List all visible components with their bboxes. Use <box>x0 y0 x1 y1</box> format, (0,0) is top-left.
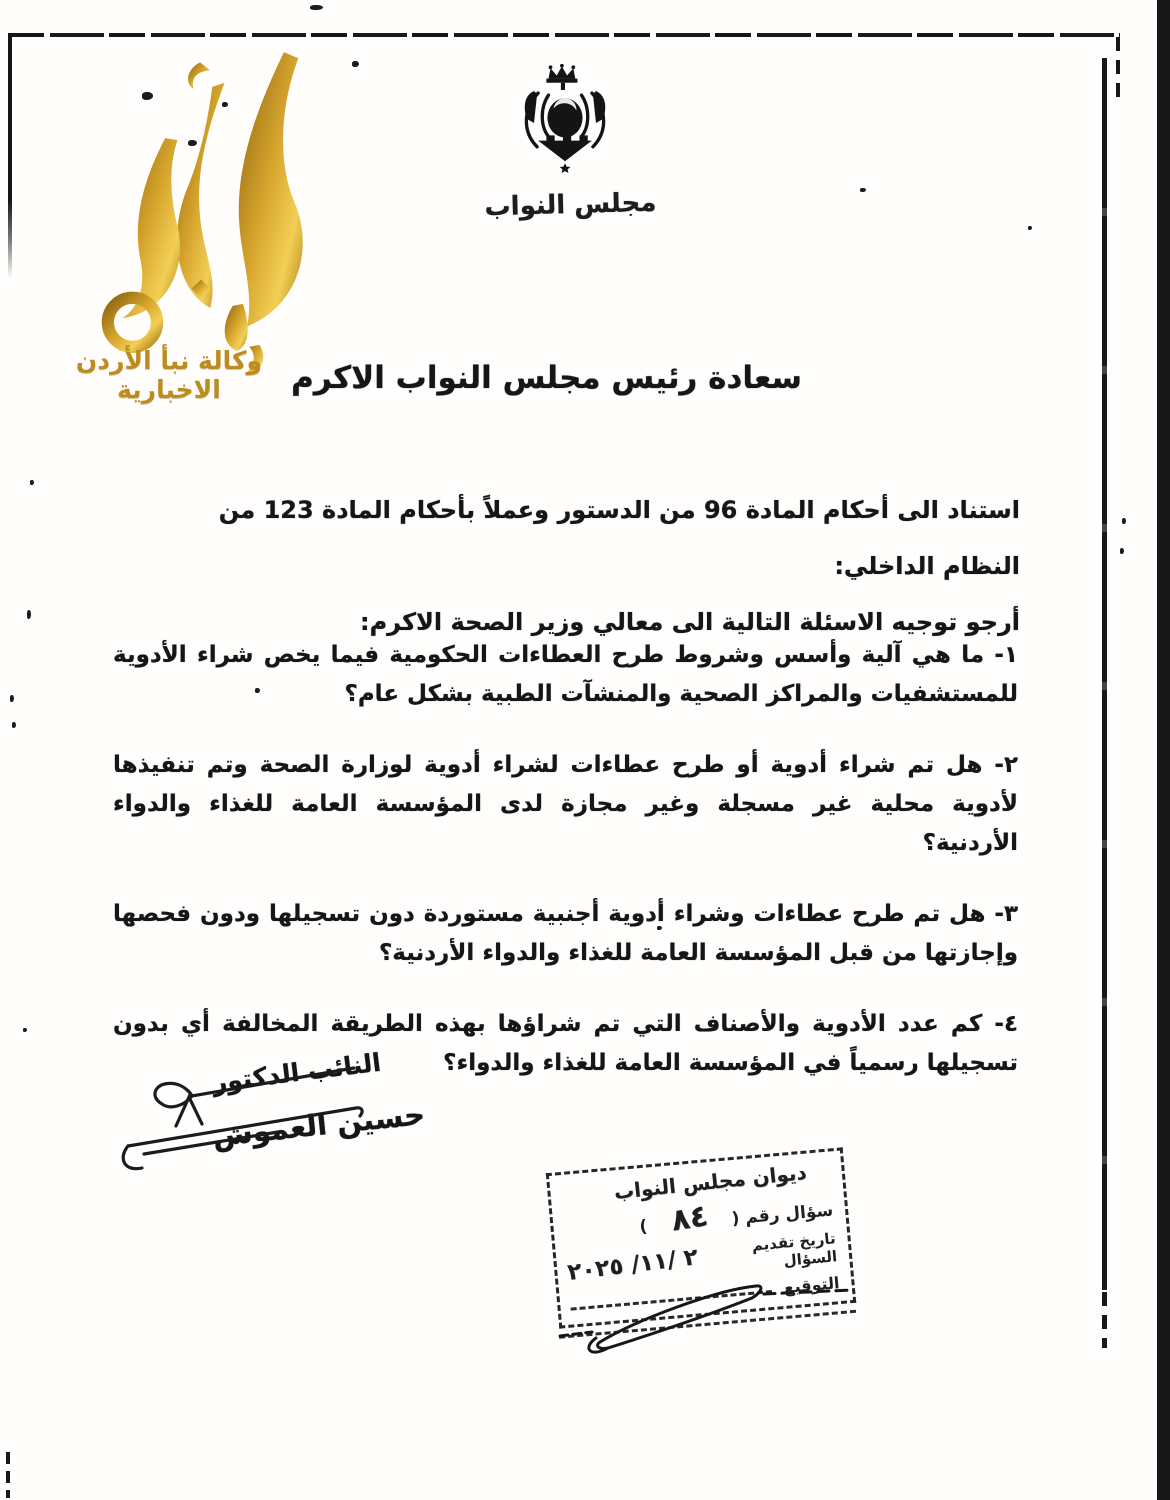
intro-line-request: أرجو توجيه الاسئلة التالية الى معالي وزير الصحة الاكرم: <box>359 608 1020 636</box>
scan-border-right-dashes <box>1102 1292 1107 1348</box>
scan-noise-speck <box>310 5 323 10</box>
stamp-signature-label: التوقيع <box>782 1273 841 1297</box>
scan-border-left-bottom <box>6 1452 10 1498</box>
questions-list <box>113 636 1018 1115</box>
scan-noise-speck <box>1028 226 1032 230</box>
signer-title: النائب الدكتور <box>210 1047 383 1098</box>
scan-border-left <box>8 33 12 278</box>
stamp-date-value: ٢ /١١/ ٢٠٢٥ <box>566 1244 700 1286</box>
scan-noise-speck <box>27 610 31 619</box>
question-4: ٤- كم عدد الأدوية والأصناف التي تم شراؤها بهذه الطريقة المخالفة أي بدون تسجيلها رسمياً في المؤسسة العامة للغذاء والدواء؟ <box>113 1011 1018 1076</box>
intro-paragraph <box>140 482 1020 650</box>
question-2: ٢- هل تم شراء أدوية أو طرح عطاءات لشراء أدوية لوزارة الصحة وتم تنفيذها لأدوية محلية غير مسجلة وغير مجازة لدى المؤسسة العامة للغذاء والدواء الأردنية؟ <box>113 752 1018 856</box>
stamp-bottom-line <box>559 1310 856 1339</box>
scan-noise-speck <box>12 722 16 728</box>
scan-noise-speck <box>1122 518 1126 524</box>
scan-noise-speck <box>30 480 34 485</box>
stamp-question-number-value: ٨٤ <box>668 1198 710 1239</box>
parliament-name: مجلس النواب <box>484 187 657 223</box>
stamp-box <box>546 1147 856 1328</box>
scan-noise-speck <box>23 1028 27 1032</box>
news-agency-flame-logo <box>35 48 365 396</box>
scan-noise-speck <box>1120 548 1124 554</box>
scan-noise-speck <box>10 695 14 702</box>
scan-border-right <box>1102 58 1107 1290</box>
stamp-question-number-close: ) <box>638 1216 649 1237</box>
salutation-heading: سعادة رئيس مجلس النواب الاكرم <box>291 360 802 396</box>
intro-line-legal-basis: استناد الى أحكام المادة 96 من الدستور وعملاً بأحكام المادة 123 من النظام الداخلي: <box>218 496 1020 580</box>
stamp-signature-line <box>571 1290 772 1311</box>
scan-border-top <box>8 33 1120 37</box>
scan-edge-bar <box>1157 0 1170 1500</box>
stamp-question-number-label: سؤال رقم ( <box>730 1199 834 1229</box>
stamp-date-label: تاريخ تقديم السؤال <box>751 1229 838 1270</box>
news-agency-caption: وكالة نبأ الأردن الاخبارية <box>75 346 263 404</box>
question-3: ٣- هل تم طرح عطاءات وشراء أدوية أجنبية مستوردة دون تسجيلها ودون فحصها وإجازتها من قبل المؤسسة العامة للغذاء والدواء الأردنية؟ <box>113 901 1018 966</box>
question-1: ١- ما هي آلية وأسس وشروط طرح العطاءات الحكومية فيما يخص شراء الأدوية للمستشفيات والمراكز الصحية والمنشآت الطبية بشكل عام؟ <box>113 642 1018 707</box>
signer-name: حسين العموش <box>210 1096 427 1154</box>
scan-border-corner-hook <box>1116 37 1120 103</box>
stamp-office: ديوان مجلس النواب <box>612 1159 808 1205</box>
jordan-coat-of-arms <box>503 64 627 180</box>
scan-noise-speck <box>860 188 866 192</box>
